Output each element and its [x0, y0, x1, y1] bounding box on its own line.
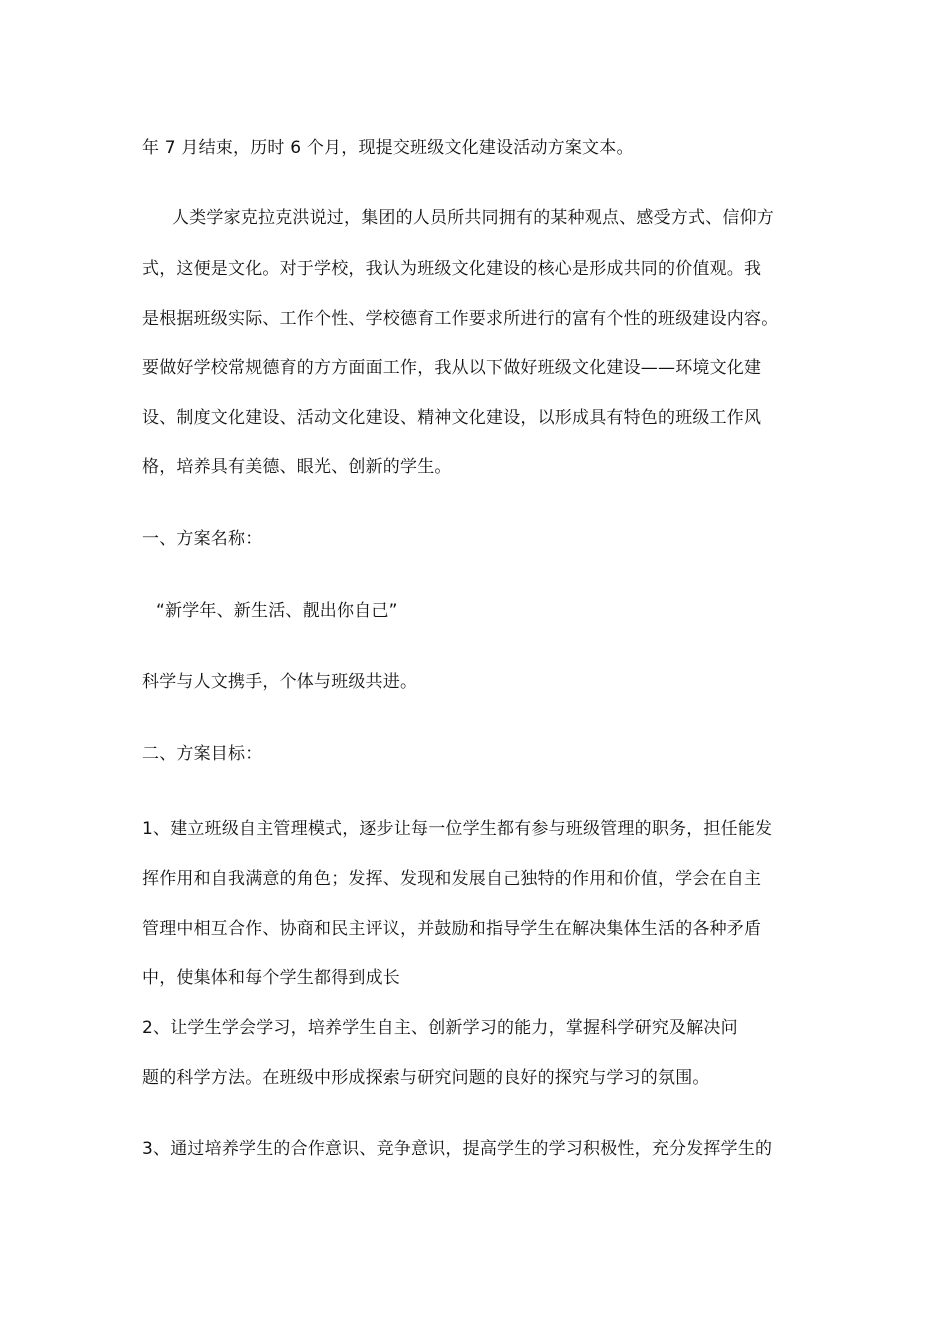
text-line: 中，使集体和每个学生都得到成长 [142, 968, 400, 988]
text-line: 要做好学校常规德育的方方面面工作，我从以下做好班级文化建设——环境文化建 [142, 358, 762, 378]
section-heading: 一、方案名称： [142, 529, 263, 549]
text-line: 年 7 月结束，历时 6 个月，现提交班级文化建设活动方案文本。 [142, 138, 634, 158]
text-line: 挥作用和自我满意的角色；发挥、发现和发展自己独特的作用和价值，学会在自主 [142, 869, 762, 889]
section-heading: 二、方案目标： [142, 744, 263, 764]
slogan: 科学与人文携手，个体与班级共进。 [142, 672, 418, 692]
text-line: 设、制度文化建设、活动文化建设、精神文化建设，以形成具有特色的班级工作风 [142, 408, 762, 428]
text-line: 1、建立班级自主管理模式，逐步让每一位学生都有参与班级管理的职务，担任能发 [142, 819, 773, 839]
text-line: 3、通过培养学生的合作意识、竞争意识，提高学生的学习积极性，充分发挥学生的 [142, 1139, 773, 1159]
text-line: 格，培养具有美德、眼光、创新的学生。 [142, 457, 452, 477]
text-line: 式，这便是文化。对于学校，我认为班级文化建设的核心是形成共同的价值观。我 [142, 259, 762, 279]
plan-name: “新学年、新生活、靓出你自己” [156, 601, 398, 621]
text-line: 2、让学生学会学习，培养学生自主、创新学习的能力，掌握科学研究及解决问 [142, 1018, 738, 1038]
text-line: 题的科学方法。在班级中形成探索与研究问题的良好的探究与学习的氛围。 [142, 1068, 710, 1088]
text-line: 人类学家克拉克洪说过，集团的人员所共同拥有的某种观点、感受方式、信仰方 [172, 208, 774, 228]
text-line: 是根据班级实际、工作个性、学校德育工作要求所进行的富有个性的班级建设内容。 [142, 309, 779, 329]
text-line: 管理中相互合作、协商和民主评议，并鼓励和指导学生在解决集体生活的各种矛盾 [142, 919, 762, 939]
